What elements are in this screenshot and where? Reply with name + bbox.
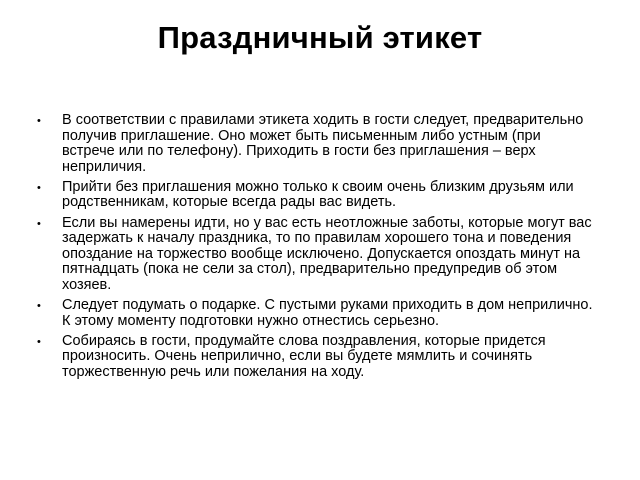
bullet-text: Прийти без приглашения можно только к своим очень близким друзьям или родственникам, которые всегда рады вас видеть. (62, 178, 574, 211)
slide-content (37, 113, 597, 385)
bullet-text: В соответствии с правилами этикета ходить в гости следует, предварительно получив приглашение. Оно может быть письменным либо устным (при встрече или по телефону). Приходить в гости без приглашения – верх неприличия. (62, 112, 584, 175)
bullet-icon: • (37, 181, 41, 194)
bullet-text: Собираясь в гости, продумайте слова поздравления, которые придется произносить. Очень неприлично, если вы будете мямлить и сочинять торжественную речь или пожелания на ходу. (62, 332, 546, 380)
bullet-item (37, 216, 597, 294)
bullet-item (37, 180, 597, 211)
bullet-icon: • (37, 335, 41, 348)
bullet-icon: • (37, 217, 41, 230)
bullet-item (37, 334, 597, 381)
bullet-icon: • (37, 300, 41, 313)
bullet-list (37, 113, 597, 381)
bullet-item (37, 113, 597, 175)
bullet-item (37, 298, 597, 329)
bullet-icon: • (37, 115, 41, 127)
slide-title: Праздничный этикет (157, 20, 483, 55)
bullet-text: Если вы намерены идти, но у вас есть неотложные заботы, которые могут вас задержать к началу праздника, то по правилам хорошего тона и поведения опоздание на торжество вообще исключено. Допускается опоздать минут на пятнадцать (пока не сели за стол), предварительно предупредив об этом хозяев. (62, 214, 592, 293)
bullet-text: Следует подумать о подарке. С пустыми руками приходить в дом неприлично. К этому моменту подготовки нужно отнестись серьезно. (62, 297, 593, 329)
